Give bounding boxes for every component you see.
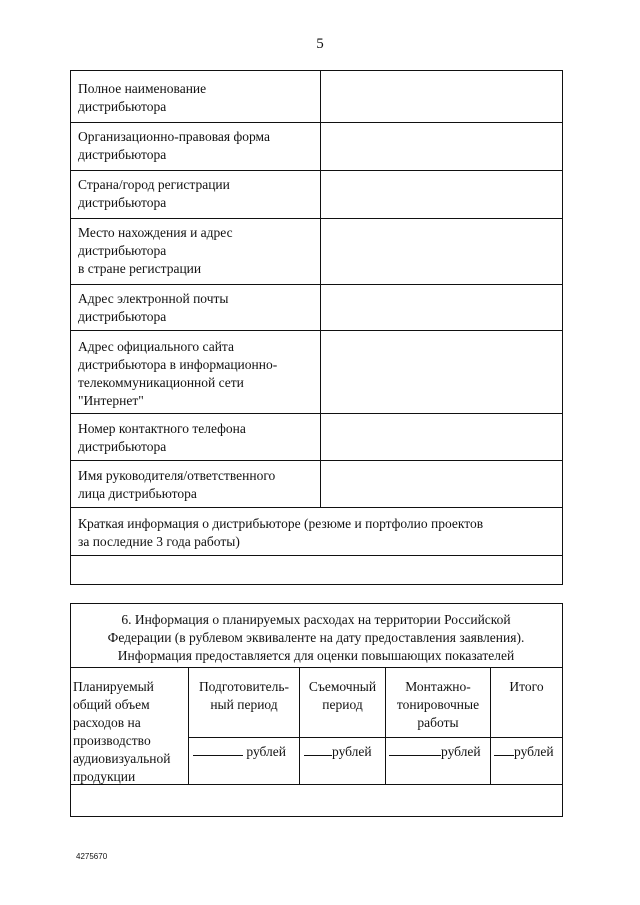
row-label-legal-form: Организационно-правовая форма дистрибьютора [78, 129, 270, 162]
col-editing-title: Монтажно- тонировочные работы [396, 679, 480, 730]
expenses-row-label: Планируемый общий объем расходов на производство аудиовизуальной продукции [73, 679, 171, 784]
phone-value-cell[interactable] [321, 414, 561, 460]
website-value-cell[interactable] [321, 331, 561, 413]
row-divider [70, 667, 562, 668]
row-divider [189, 737, 562, 738]
country-city-value-cell[interactable] [321, 171, 561, 218]
editing-unit: рублей [441, 744, 481, 759]
prep-amount[interactable] [193, 743, 286, 761]
email-value-cell[interactable] [321, 285, 561, 330]
row-label-website: Адрес официального сайта дистрибьютора в информационно- телекоммуникационной сети "Интернет" [78, 339, 278, 408]
row-label-email: Адрес электронной почты дистрибьютора [78, 291, 229, 324]
total-amount[interactable] [494, 743, 554, 761]
legal-form-value-cell[interactable] [321, 123, 561, 170]
row-label-manager: Имя руководителя/ответственного лица дистрибьютора [78, 468, 276, 501]
editing-amount-blank[interactable] [389, 743, 441, 756]
shooting-amount-blank[interactable] [304, 743, 332, 756]
row-label-phone: Номер контактного телефона дистрибьютора [78, 421, 246, 454]
total-amount-blank[interactable] [494, 743, 514, 756]
page-number: 5 [316, 36, 324, 52]
summary-value-cell[interactable] [71, 556, 561, 584]
expenses-footer-cell[interactable] [71, 785, 561, 816]
col-total-title: Итого [509, 679, 544, 694]
document-id: 4275670 [76, 852, 108, 861]
col-shooting-title: Съемочный период [308, 679, 377, 712]
expenses-header: 6. Информация о планируемых расходах на территории Российской Федерации (в рублевом эквиваленте на дату предоставления заявления). Информация предоставляется для оценки повышающих показателей [107, 612, 525, 663]
summary-label: Краткая информация о дистрибьюторе (резюме и портфолио проектов за последние 3 года работы) [78, 516, 484, 549]
prep-amount-blank[interactable] [193, 743, 243, 756]
manager-value-cell[interactable] [321, 461, 561, 507]
col-prep-title: Подготовитель- ный период [198, 679, 290, 712]
shooting-unit: рублей [332, 744, 372, 759]
row-label-country-city: Страна/город регистрации дистрибьютора [78, 177, 230, 210]
total-unit: рублей [514, 744, 554, 759]
shooting-amount[interactable] [304, 743, 372, 761]
row-label-full-name: Полное наименование дистрибьютора [78, 81, 207, 114]
editing-amount[interactable] [389, 743, 481, 761]
full-name-value-cell[interactable] [321, 71, 561, 122]
address-value-cell[interactable] [321, 219, 561, 284]
row-label-address: Место нахождения и адрес дистрибьютора в стране регистрации [78, 225, 233, 276]
prep-unit: рублей [246, 744, 287, 759]
row-divider [70, 507, 562, 508]
